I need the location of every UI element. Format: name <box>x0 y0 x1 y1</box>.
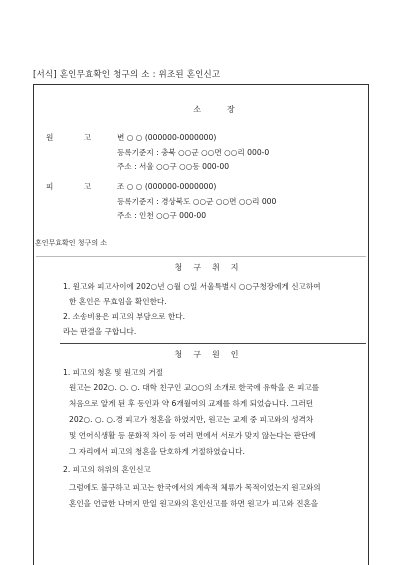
purpose-item2: 2. 소송비용은 피고의 부담으로 한다. <box>63 312 186 321</box>
purpose-item1-line2: 한 혼인은 무효임을 확인한다. <box>69 297 167 306</box>
cause-sec1-line: 원고는 202○. ○. ○. 대학 친구인 교○○의 소개로 한국에 유학을 온 피고를 <box>69 383 320 392</box>
doc-title: 소장 <box>193 105 261 114</box>
cause-sec2-title: 2. 피고의 허위의 혼인신고 <box>63 465 151 474</box>
section-divider <box>60 343 366 344</box>
defendant-address: 주소 : 인천 ○○구 000-00 <box>117 211 207 220</box>
cause-sec1-title: 1. 피고의 청혼 및 원고의 거절 <box>63 368 164 377</box>
cause-sec1-line: 그 자리에서 피고의 청혼을 단호하게 거절하였습니다. <box>69 447 245 456</box>
cause-sec2-line: 혼인을 언급한 나머지 만일 원고와의 혼인신고를 하면 원고가 피고와 진혼을 <box>69 499 319 508</box>
cause-sec1-line: 처음으로 알게 된 후 동인과 약 6개월여의 교제를 하게 되었습니다. 그러던 <box>69 399 314 408</box>
defendant-registry: 등록기준지 : 경상북도 ○○군 ○○면 ○○리 000 <box>117 197 277 206</box>
document-frame <box>33 84 369 565</box>
purpose-item1-line1: 1. 원고와 피고사이에 202○년 ○월 ○일 서울특별시 ○○구청장에게 신고하여 <box>63 282 321 291</box>
plaintiff-address: 주소 : 서울 ○○구 ○○동 000-00 <box>117 162 230 171</box>
case-name: 혼인무효확인 청구의 소 <box>35 239 108 247</box>
defendant-role: 피 고 <box>46 182 106 191</box>
page-caption: [서식] 혼인무효확인 청구의 소 : 위조된 혼인신고 <box>33 70 221 80</box>
plaintiff-role: 원 고 <box>46 133 106 142</box>
section-divider <box>36 256 366 257</box>
defendant-name: 조 ○ ○ (000000-0000000) <box>117 182 217 191</box>
purpose-closing: 라는 판결을 구합니다. <box>63 327 137 336</box>
cause-heading: 청구원인 <box>174 350 250 359</box>
plaintiff-name: 변 ○ ○ (000000-0000000) <box>117 133 217 142</box>
cause-sec1-line: 202○. ○. ○.경 피고가 청혼을 하였지만, 원고는 교제 중 피고와의 성격차 <box>69 415 314 424</box>
plaintiff-registry: 등록기준지 : 충북 ○○군 ○○면 ○○리 000-0 <box>117 148 270 157</box>
cause-sec1-line: 및 언어식생활 등 문화적 차이 등 여러 면에서 서로가 맞지 않는다는 판단에 <box>69 431 316 440</box>
purpose-heading: 청구취지 <box>174 263 250 272</box>
cause-sec2-line: 그럼에도 불구하고 피고는 한국에서의 계속적 체류가 목적이었는지 원고와의 <box>69 483 321 492</box>
